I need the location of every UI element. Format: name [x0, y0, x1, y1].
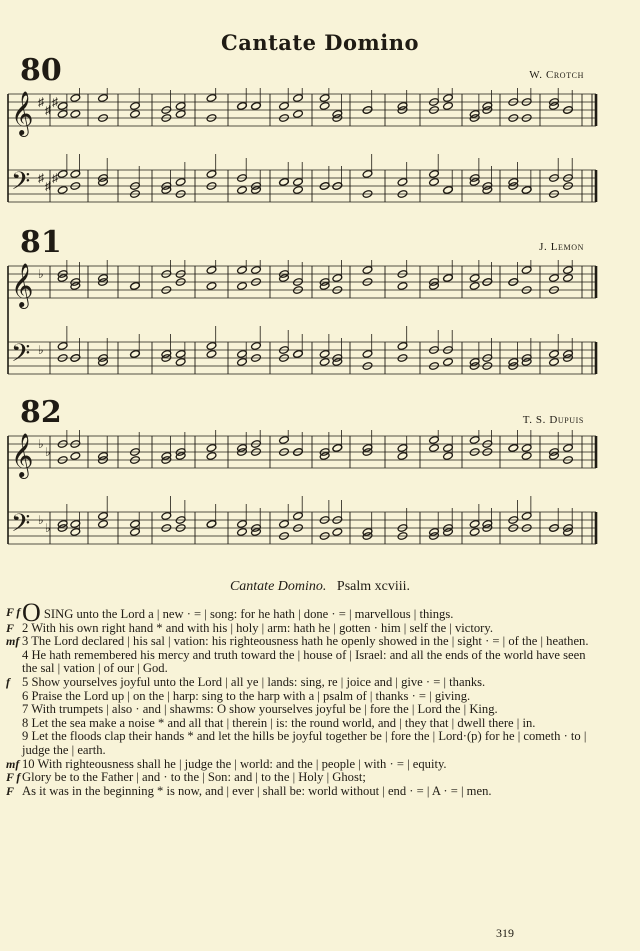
note-head: [206, 444, 217, 453]
verse: [6, 703, 596, 717]
note-head: [549, 358, 560, 367]
note-head: [521, 444, 532, 453]
sharp-icon: ♯: [45, 103, 51, 117]
note-head: [251, 528, 262, 537]
note-head: [293, 110, 304, 119]
verse: [6, 730, 596, 757]
note-head: [279, 178, 290, 187]
verse-text: 5 Show yourselves joyful unto the Lord | all ye | lands: sing, re | joice and | give · = | thanks.: [22, 674, 486, 689]
note-head: [563, 274, 574, 283]
bass-clef-icon: 𝄢: [11, 509, 31, 544]
note-head: [319, 94, 330, 103]
note-head: [57, 102, 68, 111]
verse-text: 2 With his own right hand * and with his | holy | arm: hath he | gotten · him | self the | victory.: [22, 620, 494, 635]
note-head: [469, 528, 480, 537]
note-head: [319, 102, 330, 111]
note-head: [429, 178, 440, 187]
sharp-icon: ♯: [38, 171, 44, 185]
note-head: [362, 266, 373, 275]
note-head: [443, 444, 454, 453]
note-head: [279, 436, 290, 445]
dynamic-mark: F: [6, 783, 15, 798]
verse-text: 7 With trumpets | also · and | shawms: O show yourselves joyful be | fore the | Lord the | King.: [22, 702, 498, 717]
note-head: [521, 358, 532, 367]
note-head: [237, 520, 248, 529]
note-head: [443, 452, 454, 461]
note-head: [293, 178, 304, 187]
verse-text: 6 Praise the Lord up | on the | harp: sing to the harp with a | psalm of | thanks · = | giving.: [22, 688, 471, 703]
note-head: [469, 178, 480, 187]
note-head: [206, 282, 217, 291]
note-head: [175, 102, 186, 111]
note-head: [130, 282, 141, 291]
note-head: [206, 342, 217, 351]
note-head: [279, 520, 290, 529]
note-head: [70, 528, 81, 537]
note-head: [429, 436, 440, 445]
page-title: Cantate Domino: [221, 30, 419, 55]
note-head: [469, 274, 480, 283]
psalm-text: [6, 598, 596, 798]
note-head: [237, 102, 248, 111]
note-head: [397, 178, 408, 187]
flat-icon: ♭: [45, 521, 51, 535]
note-head: [397, 282, 408, 291]
note-head: [279, 102, 290, 111]
verse: [6, 598, 596, 627]
note-head: [482, 102, 493, 111]
staff-system: [0, 430, 640, 558]
note-head: [362, 170, 373, 179]
dynamic-mark: F f: [6, 605, 21, 619]
note-head: [57, 170, 68, 179]
note-head: [549, 274, 560, 283]
note-head: [251, 102, 262, 111]
note-head: [521, 186, 532, 195]
note-head: [293, 186, 304, 195]
verse: [6, 690, 596, 704]
flat-icon: ♭: [38, 267, 44, 281]
note-head: [332, 528, 343, 537]
note-head: [206, 170, 217, 179]
treble-clef-icon: 𝄞: [11, 91, 34, 135]
note-head: [563, 528, 574, 537]
note-head: [397, 444, 408, 453]
note-head: [130, 350, 141, 359]
staff-system: [0, 260, 640, 388]
note-head: [521, 512, 532, 521]
psalm-caption: [0, 579, 640, 595]
music-score: [0, 430, 640, 558]
verse-text: 3 The Lord declared | his sal | vation: his righteousness hath he openly showed in the | sight · = | of the | heathen.: [22, 634, 589, 649]
sharp-icon: ♯: [52, 171, 58, 185]
note-head: [469, 520, 480, 529]
note-head: [469, 436, 480, 445]
note-head: [57, 110, 68, 119]
note-head: [482, 186, 493, 195]
note-head: [175, 350, 186, 359]
flat-icon: ♭: [38, 513, 44, 527]
note-head: [206, 94, 217, 103]
composer: T. S. Dupuis: [522, 414, 584, 426]
note-head: [469, 282, 480, 291]
dynamic-mark: F: [6, 620, 15, 635]
verse-text: As it was in the beginning * is now, and | ever | shall be: world without | end · = | A · = | men.: [22, 783, 492, 798]
note-head: [57, 274, 68, 283]
note-head: [206, 452, 217, 461]
note-head: [563, 350, 574, 359]
note-head: [70, 110, 81, 119]
note-head: [319, 452, 330, 461]
note-head: [397, 102, 408, 111]
flat-icon: ♭: [38, 437, 44, 451]
verse: [6, 622, 596, 636]
caption-source: Psalm xcviii.: [336, 579, 411, 594]
verse-text: 4 He hath remembered his mercy and truth toward the | house of | Israel: and all the ends of the world have seen the sal | vation | of our | God.: [22, 647, 586, 676]
note-head: [319, 350, 330, 359]
verse-text: 10 With righteousness shall he | judge the | world: and the | people | with · = | equity.: [22, 756, 447, 771]
note-head: [563, 266, 574, 275]
flat-icon: ♭: [38, 343, 44, 357]
bass-clef-icon: 𝄢: [11, 339, 31, 374]
music-score: [0, 88, 640, 216]
note-head: [279, 274, 290, 283]
note-head: [521, 452, 532, 461]
note-head: [130, 520, 141, 529]
sharp-icon: ♯: [38, 95, 44, 109]
note-head: [549, 350, 560, 359]
verse: [6, 649, 596, 676]
note-head: [563, 444, 574, 453]
note-head: [70, 282, 81, 291]
verse: [6, 717, 596, 731]
caption-title: Cantate Domino.: [229, 579, 327, 594]
note-head: [175, 110, 186, 119]
note-head: [362, 350, 373, 359]
sharp-icon: ♯: [45, 179, 51, 193]
note-head: [130, 528, 141, 537]
bass-clef-icon: 𝄢: [11, 167, 31, 202]
note-head: [237, 266, 248, 275]
sharp-icon: ♯: [52, 95, 58, 109]
note-head: [130, 110, 141, 119]
note-head: [293, 350, 304, 359]
drop-cap: O: [22, 598, 41, 627]
note-head: [175, 178, 186, 187]
note-head: [332, 444, 343, 453]
note-head: [293, 512, 304, 521]
verse: [6, 758, 596, 772]
verse-text: 8 Let the sea make a noise * and all that | therein | is: the round world, and | they that | dwell there | in.: [22, 715, 536, 730]
note-head: [397, 342, 408, 351]
note-head: [175, 452, 186, 461]
note-head: [521, 266, 532, 275]
music-score: [0, 260, 640, 388]
note-head: [70, 452, 81, 461]
note-head: [549, 452, 560, 461]
note-head: [443, 274, 454, 283]
note-head: [130, 102, 141, 111]
note-head: [293, 94, 304, 103]
note-head: [429, 170, 440, 179]
note-head: [251, 342, 262, 351]
note-head: [319, 358, 330, 367]
verse-text: 9 Let the floods clap their hands * and let the hills be joyful together be | fore the | Lord·(p) for he | cometh · to | judge the | earth.: [22, 729, 587, 757]
note-head: [251, 266, 262, 275]
note-head: [237, 358, 248, 367]
note-head: [98, 520, 109, 529]
dynamic-mark: mf: [6, 634, 20, 649]
verse: [6, 771, 596, 785]
note-head: [237, 282, 248, 291]
note-head: [443, 102, 454, 111]
hymn-number: 80: [20, 53, 62, 88]
verse: [6, 676, 596, 690]
note-head: [237, 350, 248, 359]
note-head: [332, 358, 343, 367]
note-head: [206, 350, 217, 359]
note-head: [161, 512, 172, 521]
note-head: [443, 528, 454, 537]
treble-clef-icon: 𝄞: [11, 433, 34, 477]
note-head: [237, 186, 248, 195]
hymn-number: 82: [20, 395, 62, 430]
note-head: [98, 512, 109, 521]
note-head: [429, 444, 440, 453]
flat-icon: ♭: [45, 445, 51, 459]
note-head: [206, 266, 217, 275]
treble-clef-icon: 𝄞: [11, 263, 34, 307]
note-head: [332, 274, 343, 283]
note-head: [98, 358, 109, 367]
note-head: [397, 452, 408, 461]
note-head: [237, 528, 248, 537]
note-head: [175, 358, 186, 367]
staff-system: [0, 88, 640, 216]
note-head: [57, 342, 68, 351]
note-head: [443, 186, 454, 195]
note-head: [98, 178, 109, 187]
note-head: [508, 444, 519, 453]
verse-text: Glory be to the Father | and · to the | Son: and | to the | Holy | Ghost;: [22, 770, 366, 785]
note-head: [443, 94, 454, 103]
dynamic-mark: mf: [6, 756, 20, 771]
verse: [6, 785, 596, 799]
note-head: [70, 520, 81, 529]
note-head: [443, 358, 454, 367]
note-head: [206, 520, 217, 529]
verse-text: SING unto the Lord a | new · = | song: for he hath | done · = | marvellous | things.: [40, 607, 454, 621]
note-head: [237, 444, 248, 453]
note-head: [70, 170, 81, 179]
note-head: [98, 94, 109, 103]
hymn-number: 81: [20, 225, 62, 260]
note-head: [57, 186, 68, 195]
note-head: [549, 102, 560, 111]
dynamic-mark: F f: [6, 770, 21, 785]
composer: J. Lemon: [539, 241, 584, 253]
note-head: [70, 94, 81, 103]
composer: W. Crotch: [529, 69, 584, 81]
verse: [6, 635, 596, 649]
dynamic-mark: f: [6, 674, 10, 689]
page-number: 319: [496, 926, 514, 940]
note-head: [482, 520, 493, 529]
